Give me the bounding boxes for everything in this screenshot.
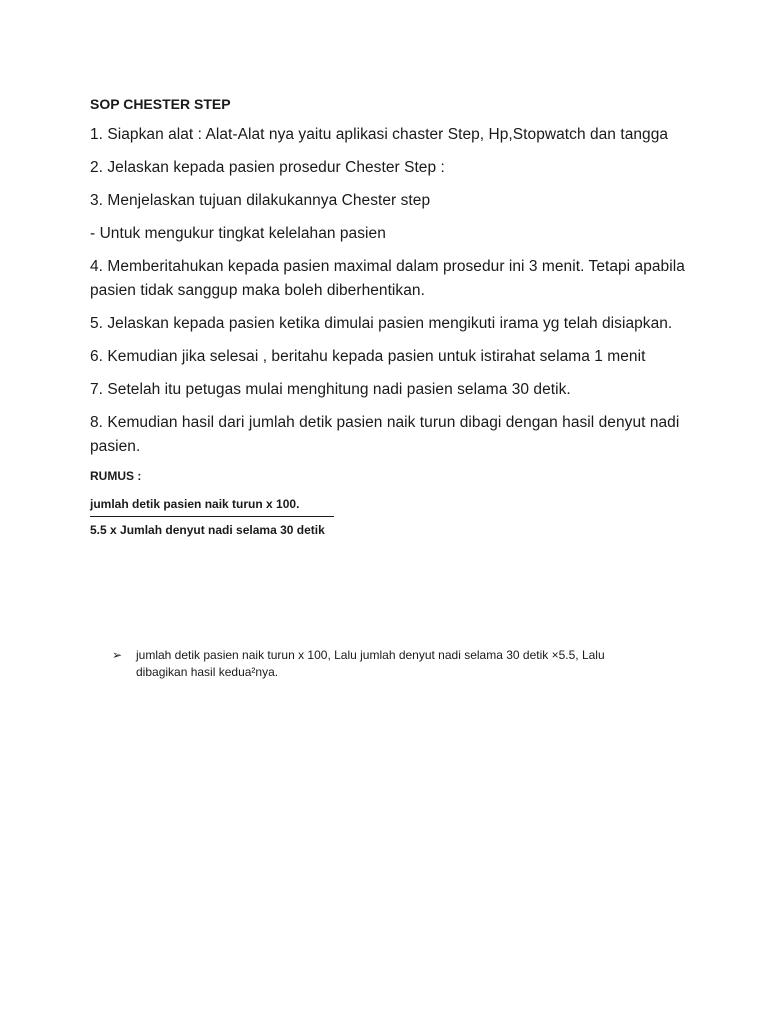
step-4: 4. Memberitahukan kepada pasien maximal dalam prosedur ini 3 menit. Tetapi apabila pasien tidak sanggup maka boleh diberhentikan. [90, 258, 685, 299]
document-title: SOP CHESTER STEP [90, 96, 231, 112]
step-3-detail: - Untuk mengukur tingkat kelelahan pasien [90, 225, 386, 242]
arrow-bullet-icon: ➢ [112, 648, 123, 662]
rumus-fraction [90, 496, 334, 538]
rumus-numerator: jumlah detik pasien naik turun x 100. [90, 497, 300, 511]
step-8: 8. Kemudian hasil dari jumlah detik pasien naik turun dibagi dengan hasil denyut nadi pasien. [90, 414, 680, 455]
step-1: 1. Siapkan alat : Alat-Alat nya yaitu aplikasi chaster Step, Hp,Stopwatch dan tangga [90, 126, 669, 143]
step-6: 6. Kemudian jika selesai , beritahu kepada pasien untuk istirahat selama 1 menit [90, 348, 646, 365]
bullet-item [112, 647, 652, 681]
step-7: 7. Setelah itu petugas mulai menghitung nadi pasien selama 30 detik. [90, 381, 571, 398]
step-2: 2. Jelaskan kepada pasien prosedur Chester Step : [90, 159, 445, 176]
step-3: 3. Menjelaskan tujuan dilakukannya Chester step [90, 192, 431, 209]
bullet-text-line-1: jumlah detik pasien naik turun x 100, Lalu jumlah denyut nadi selama 30 detik ×5.5, Lalu [136, 648, 605, 662]
document-body [90, 94, 690, 538]
rumus-label: RUMUS : [90, 469, 142, 483]
rumus-denominator: 5.5 x Jumlah denyut nadi selama 30 detik [90, 523, 325, 537]
bullet-text [136, 647, 605, 681]
step-5: 5. Jelaskan kepada pasien ketika dimulai pasien mengikuti irama yg telah disiapkan. [90, 315, 673, 332]
bullet-text-line-2: dibagikan hasil kedua²nya. [136, 665, 279, 679]
